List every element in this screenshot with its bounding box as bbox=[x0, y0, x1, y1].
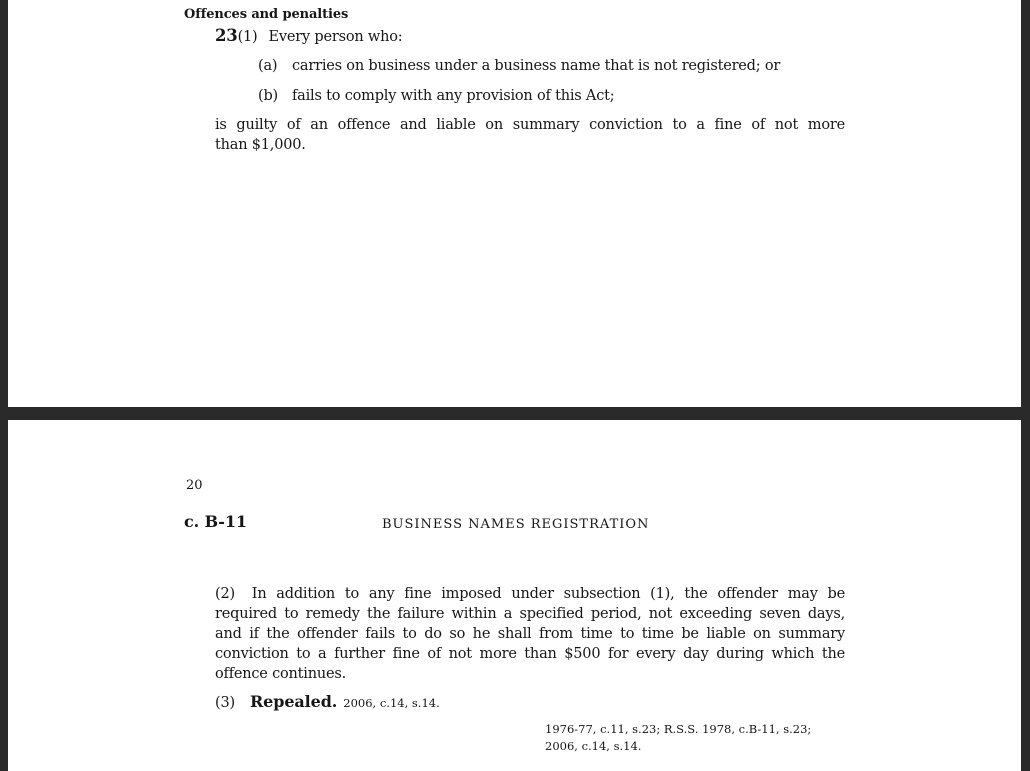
clause-b-line bbox=[258, 86, 614, 106]
penalty-clause-line-1: is guilty of an offence and liable on summary conviction to a fine of not more bbox=[215, 117, 845, 133]
subsection-2-line-3: and if the offender fails to do so he shall from time to time be liable on summary bbox=[215, 626, 845, 642]
running-title: BUSINESS NAMES REGISTRATION bbox=[382, 517, 650, 532]
clause-b-label: (b) bbox=[258, 88, 278, 104]
subsection-2-line-1: (2) In addition to any fine imposed under subsection (1), the offender may be bbox=[215, 586, 845, 602]
subsection-2-line-2: required to remedy the failure within a specified period, not exceeding seven days, bbox=[215, 606, 845, 622]
history-line-2: 2006, c.14, s.14. bbox=[545, 739, 642, 753]
page-separator-band bbox=[0, 407, 1030, 420]
viewer-left-edge bbox=[0, 0, 8, 771]
repeal-amendment-citation: 2006, c.14, s.14. bbox=[343, 696, 440, 710]
subsection-1-label: (1) bbox=[237, 29, 258, 45]
viewer-right-edge bbox=[1021, 0, 1030, 771]
clause-b-text: fails to comply with any provision of this Act; bbox=[292, 88, 615, 104]
clause-a-label: (a) bbox=[258, 58, 278, 74]
repealed-keyword: Repealed. bbox=[249, 692, 338, 711]
marginal-note-offences-penalties: Offences and penalties bbox=[184, 7, 349, 22]
section-intro-text: Every person who: bbox=[268, 29, 403, 45]
clause-a-text: carries on business under a business name that is not registered; or bbox=[292, 58, 781, 74]
section-23-intro-line bbox=[215, 26, 402, 47]
page-number: 20 bbox=[186, 478, 203, 493]
clause-a-line bbox=[258, 56, 780, 76]
penalty-clause-line-2: than $1,000. bbox=[215, 137, 306, 153]
chapter-label: c. B-11 bbox=[184, 512, 247, 531]
section-history-citation bbox=[545, 721, 811, 755]
subsection-3-line bbox=[215, 692, 440, 713]
subsection-3-label: (3) bbox=[215, 695, 235, 711]
section-number: 23 bbox=[215, 26, 238, 45]
history-line-1: 1976-77, c.11, s.23; R.S.S. 1978, c.B-11, s.23; bbox=[545, 722, 812, 736]
subsection-2-line-4: conviction to a further fine of not more than $500 for every day during which the bbox=[215, 646, 845, 662]
subsection-2-line-5: offence continues. bbox=[215, 666, 347, 682]
